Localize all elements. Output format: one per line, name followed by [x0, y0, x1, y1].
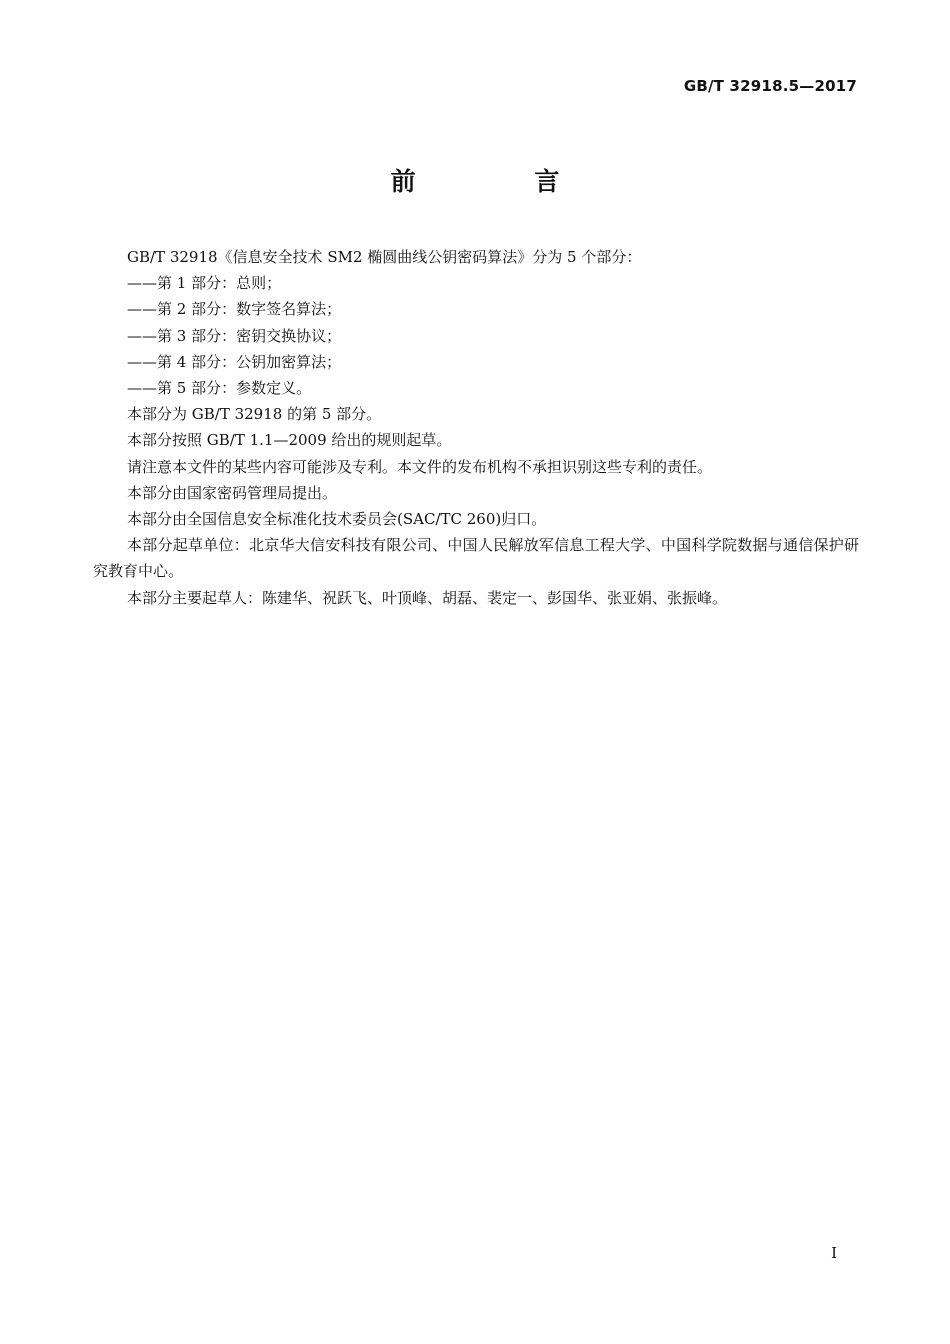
proposer-paragraph: 本部分由国家密码管理局提出。: [127, 483, 338, 502]
page-number: I: [831, 1244, 837, 1262]
foreword-body: [93, 244, 859, 611]
part-item: ——第 4 部分：公钥加密算法；: [127, 352, 342, 371]
body-paragraph: 本部分按照 GB/T 1.1—2009 给出的规则起草。: [127, 431, 452, 450]
part-item: ——第 2 部分：数字签名算法；: [127, 300, 342, 319]
standard-code: GB/T 32918.5—2017: [683, 77, 857, 95]
committee-paragraph: 本部分由全国信息安全标准化技术委员会(SAC/TC 260)归口。: [127, 510, 547, 529]
intro-paragraph: GB/T 32918《信息安全技术 SM2 椭圆曲线公钥密码算法》分为 5 个部分：: [127, 248, 642, 266]
part-item: ——第 5 部分：参数定义。: [127, 379, 312, 398]
drafting-units-paragraph: 本部分起草单位：北京华大信安科技有限公司、中国人民解放军信息工程大学、中国科学院数据与通信保护研究教育中心。: [93, 536, 859, 581]
body-paragraph: 本部分为 GB/T 32918 的第 5 部分。: [127, 405, 382, 424]
part-item: ——第 3 部分：密钥交换协议；: [127, 326, 342, 345]
drafters-paragraph: 本部分主要起草人：陈建华、祝跃飞、叶顶峰、胡磊、裴定一、彭国华、张亚娟、张振峰。: [127, 588, 728, 607]
section-title: 前 言: [390, 167, 615, 196]
patent-notice-paragraph: 请注意本文件的某些内容可能涉及专利。本文件的发布机构不承担识别这些专利的责任。: [127, 457, 713, 476]
part-item: ——第 1 部分：总则；: [127, 274, 282, 293]
